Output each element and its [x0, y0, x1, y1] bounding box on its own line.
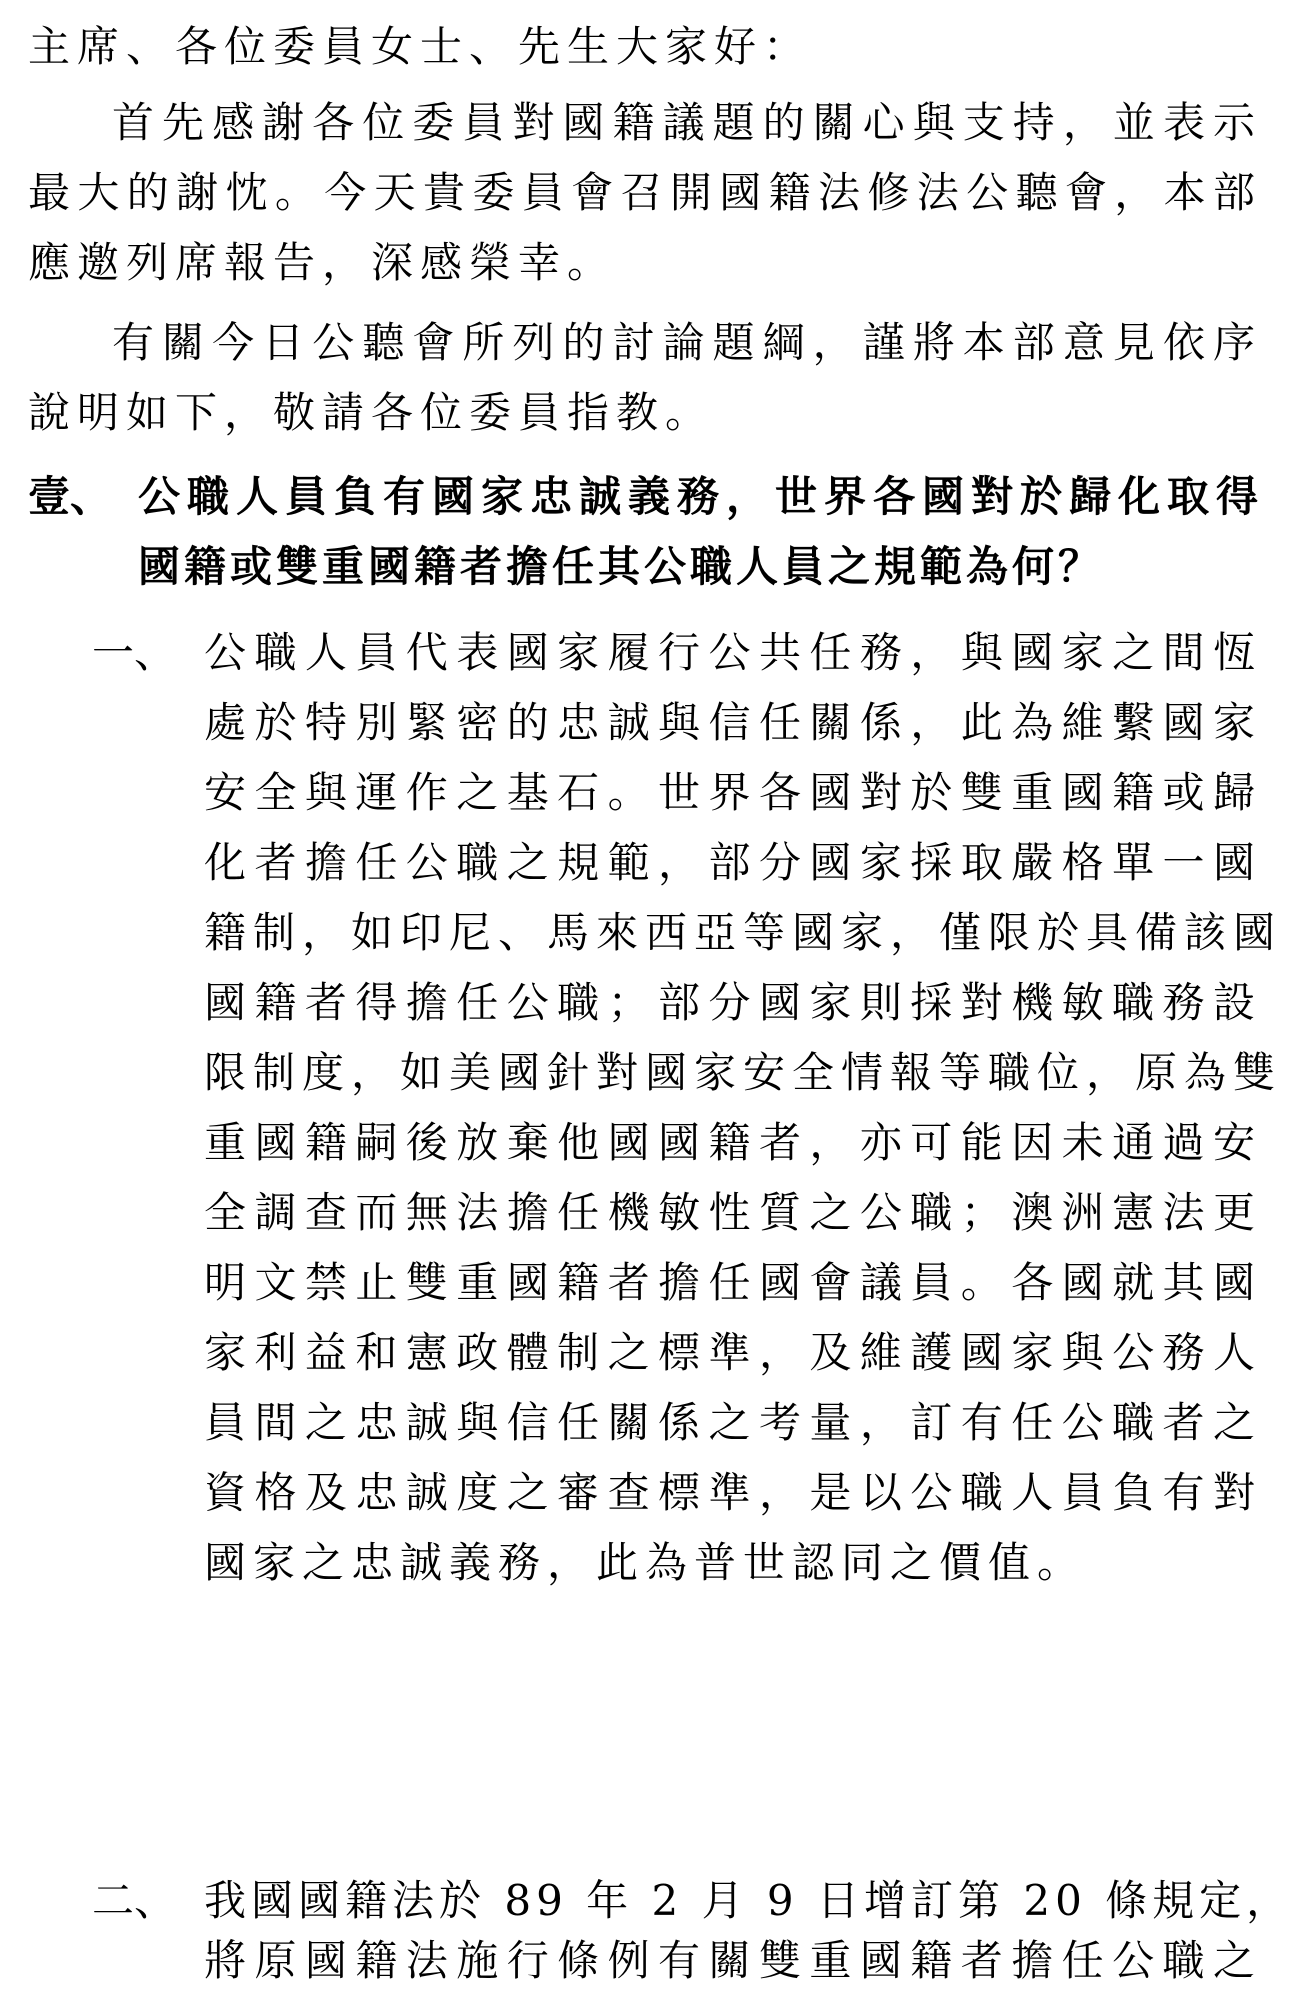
paragraph-line: 說明如下，敬請各位委員指教。 [28, 388, 715, 437]
section-title-line: 國籍或雙重國籍者擔任其公職人員之規範為何？ [138, 542, 1105, 591]
item-line: 我國國籍法於 89 年 2 月 9 日增訂第 20 條規定， [204, 1876, 1294, 1925]
item-line: 家利益和憲政體制之標準，及維護國家與公務人 [204, 1328, 1262, 1377]
item-line: 重國籍嗣後放棄他國國籍者，亦可能因未通過安 [204, 1118, 1262, 1167]
item-line: 安全與運作之基石。世界各國對於雙重國籍或歸 [204, 768, 1262, 817]
paragraph-line: 首先感謝各位委員對國籍議題的關心與支持，並表示 [112, 98, 1262, 147]
item-line: 員間之忠誠與信任關係之考量，訂有任公職者之 [204, 1398, 1262, 1447]
paragraph-line: 最大的謝忱。今天貴委員會召開國籍法修法公聽會，本部 [28, 168, 1262, 217]
item-line: 國家之忠誠義務，此為普世認同之價值。 [204, 1538, 1087, 1587]
item-line: 國籍者得擔任公職；部分國家則採對機敏職務設 [204, 978, 1262, 1027]
item-line: 資格及忠誠度之審查標準，是以公職人員負有對 [204, 1468, 1262, 1517]
item-line: 限制度，如美國針對國家安全情報等職位，原為雙 [204, 1048, 1283, 1097]
item-line: 處於特別緊密的忠誠與信任關係，此為維繫國家 [204, 698, 1262, 747]
item-line: 將原國籍法施行條例有關雙重國籍者擔任公職之 [204, 1936, 1262, 1985]
greeting-line: 主席、各位委員女士、先生大家好： [28, 22, 813, 71]
item-marker: 二、 [92, 1876, 177, 1925]
paragraph-line: 有關今日公聽會所列的討論題綱，謹將本部意見依序 [112, 318, 1262, 367]
item-marker: 一、 [92, 628, 177, 677]
item-line: 籍制，如印尼、馬來西亞等國家，僅限於具備該國 [204, 908, 1283, 957]
section-title-line: 公職人員負有國家忠誠義務，世界各國對於歸化取得 [138, 472, 1262, 521]
item-line: 化者擔任公職之規範，部分國家採取嚴格單一國 [204, 838, 1262, 887]
item-line: 全調查而無法擔任機敏性質之公職；澳洲憲法更 [204, 1188, 1262, 1237]
item-line: 明文禁止雙重國籍者擔任國會議員。各國就其國 [204, 1258, 1262, 1307]
paragraph-line: 應邀列席報告，深感榮幸。 [28, 238, 617, 287]
item-line: 公職人員代表國家履行公共任務，與國家之間恆 [204, 628, 1262, 677]
section-marker: 壹、 [28, 472, 113, 521]
